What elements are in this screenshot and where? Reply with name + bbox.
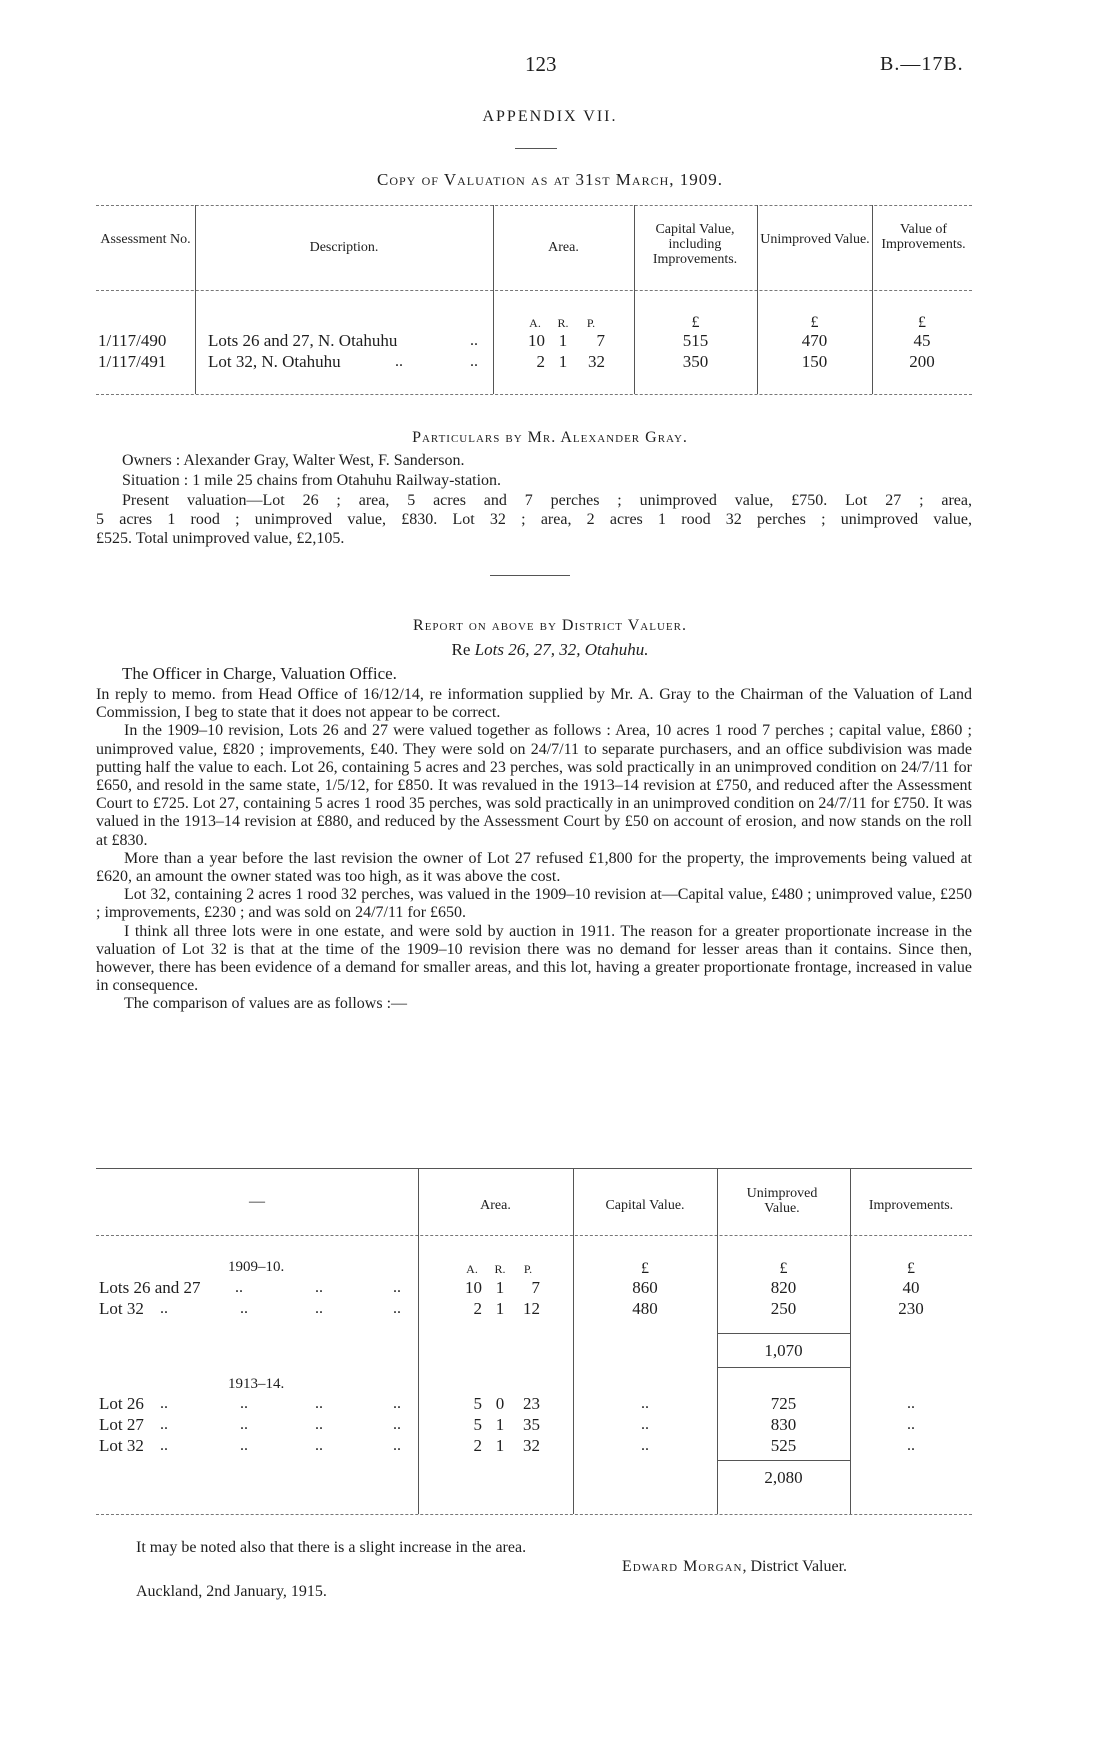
table-rule — [96, 1514, 972, 1515]
report-title: Report on above by District Valuer. — [413, 617, 687, 634]
column-header-area: Area. — [480, 1198, 511, 1213]
area-acres: 10 — [465, 1278, 482, 1297]
area-roods: 1 — [495, 1299, 505, 1318]
total-unimproved: 1,070 — [764, 1341, 803, 1360]
page-number: 123 — [525, 52, 557, 76]
leader-dots: .. — [393, 1437, 401, 1454]
leader-dots: .. — [315, 1437, 323, 1454]
report-paragraph: I think all three lots were in one estate, and were sold by auction in 1911. The reason for a greater proportionate increase in the valuation of Lot 32 is that at the time of the 1909–10 revision there was no demand for lesser areas than it contains. Since then, however, there has been evidence of a demand for smaller areas, and this lot, having a greater proportionate frontage, increased in value in consequence. — [96, 922, 972, 995]
leader-dots: .. — [235, 1279, 243, 1296]
report-paragraph: In the 1909–10 revision, Lots 26 and 27 were valued together as follows : Area, 10 acres 1 rood 7 perches ; capital value, £860 ; unimproved value, £820 ; improvements, £40. They were sold on 24/7/11 to separate purchasers, and an office subdivision was made putting half the value to each. Lot 26, containing 5 acres and 23 perches, was sold practically in an unimproved condition on 24/7/11 for £650, and resold in the same state, 1/5/12, for £850. It was revalued in the 1913–14 revision at £750, and reduced after the Assessment Court to £725. Lot 27, containing 5 acres 1 rood 35 perches, was sold practically in an unimproved condition on 24/7/11 for £750. It was valued in the 1913–14 revision at £880, and reduced by the Assessment Court by £50 on account of erosion, and now stands on the roll at £830. — [96, 722, 972, 849]
area-perches: 35 — [523, 1415, 540, 1434]
column-rule — [573, 1168, 574, 1514]
column-header-capital-value: Capital Value, including Improvements. — [652, 222, 738, 267]
leader-dots: .. — [393, 1279, 401, 1296]
table-rule — [96, 1235, 972, 1236]
leader-dots: .. — [315, 1279, 323, 1296]
divider — [515, 148, 557, 149]
present-valuation-line: £525. Total unimproved value, £2,105. — [96, 530, 345, 547]
present-valuation-line: 5 acres 1 rood ; unimproved value, £830. Lot 32 ; area, 2 acres 1 rood 32 perches ; unimproved value, — [96, 511, 972, 528]
capital-value: 350 — [682, 352, 709, 371]
document-reference: B.—17B. — [880, 53, 964, 75]
addressee: The Officer in Charge, Valuation Office. — [122, 664, 397, 683]
unit-roods: R. — [494, 1262, 506, 1276]
unimproved-value: 150 — [801, 352, 828, 371]
improvements-value: 40 — [902, 1278, 920, 1297]
unit-perches: P. — [586, 316, 596, 330]
improvements-value: 230 — [898, 1299, 924, 1318]
area-roods: 1 — [558, 331, 568, 350]
total-unimproved: 2,080 — [764, 1468, 803, 1487]
area-acres: 5 — [473, 1415, 482, 1434]
column-header-area: Area. — [548, 240, 579, 255]
place-date: Auckland, 2nd January, 1915. — [136, 1583, 327, 1600]
lot-description: Lots 26 and 27, N. Otahuhu — [208, 331, 398, 350]
column-header-unimproved-value: Unimproved Value. — [760, 232, 870, 247]
capital-value: 480 — [632, 1299, 658, 1318]
area-acres: 5 — [473, 1394, 482, 1413]
column-rule — [195, 205, 196, 394]
closing-note: It may be noted also that there is a slight increase in the area. — [136, 1539, 527, 1556]
present-valuation-line: Present valuation—Lot 26 ; area, 5 acres and 7 perches ; unimproved value, £750. Lot 27 ; area, — [122, 492, 972, 509]
total-rule — [717, 1333, 850, 1334]
signature-title: , District Valuer. — [742, 1558, 848, 1575]
unit-roods: R. — [557, 316, 569, 330]
capital-value: 515 — [682, 331, 709, 350]
divider — [490, 575, 570, 576]
report-paragraph: More than a year before the last revision the owner of Lot 27 refused £1,800 for the property, the improvements being valued at £620, an amount the owner stated was too high, as it was above the cost. — [96, 849, 972, 886]
column-header-description: Description. — [309, 240, 379, 255]
signature — [622, 1557, 847, 1576]
report-subtitle — [300, 640, 800, 660]
area-perches: 32 — [588, 352, 605, 371]
currency-symbol: £ — [918, 314, 926, 331]
improvements-value: .. — [907, 1437, 915, 1454]
column-header-improvements: Improvements. — [868, 1198, 954, 1213]
unimproved-value: 830 — [770, 1415, 797, 1434]
leader-dots: .. — [160, 1416, 168, 1433]
column-header-blank: — — [249, 1193, 265, 1210]
currency-symbol: £ — [691, 314, 700, 331]
area-roods: 1 — [495, 1436, 505, 1455]
owners-line: Owners : Alexander Gray, Walter West, F. Sanderson. — [122, 452, 465, 469]
particulars-title: Particulars by Mr. Alexander Gray. — [412, 429, 688, 446]
unimproved-value: 525 — [770, 1436, 797, 1455]
leader-dots: .. — [315, 1300, 323, 1317]
leader-dots: .. — [240, 1416, 248, 1433]
leader-dots: .. — [160, 1437, 168, 1454]
capital-value: 860 — [632, 1278, 658, 1297]
column-rule — [850, 1168, 851, 1514]
assessment-no: 1/117/491 — [98, 352, 167, 371]
area-roods: 1 — [558, 352, 568, 371]
lot-label: Lots 26 and 27 — [99, 1278, 201, 1297]
area-perches: 32 — [523, 1436, 540, 1455]
report-paragraph: In reply to memo. from Head Office of 16/12/14, re information supplied by Mr. A. Gray to the Chairman of the Valuation of Land Commission, I beg to state that it does not appear to be correct. — [96, 686, 972, 722]
leader-dots: .. — [240, 1437, 248, 1454]
leader-dots: .. — [395, 353, 403, 370]
period-label: 1913–14. — [228, 1376, 285, 1392]
area-roods: 0 — [495, 1394, 505, 1413]
leader-dots: .. — [240, 1300, 248, 1317]
capital-value: .. — [641, 1395, 649, 1412]
leader-dots: .. — [393, 1300, 401, 1317]
situation-line: Situation : 1 mile 25 chains from Otahuhu Railway-station. — [122, 472, 502, 489]
lot-label: Lot 27 — [99, 1415, 144, 1434]
leader-dots: .. — [470, 332, 478, 349]
area-acres: 2 — [473, 1436, 482, 1455]
unit-acres: A. — [466, 1262, 478, 1276]
column-header-assessment-no: Assessment No. — [100, 232, 191, 247]
table-rule — [96, 205, 972, 206]
table-rule — [96, 394, 972, 395]
unimproved-value: 470 — [801, 331, 828, 350]
leader-dots: .. — [393, 1416, 401, 1433]
leader-dots: .. — [315, 1395, 323, 1412]
currency-symbol: £ — [810, 314, 819, 331]
total-rule — [717, 1367, 850, 1368]
unit-acres: A. — [529, 316, 541, 330]
period-label: 1909–10. — [228, 1259, 285, 1275]
leader-dots: .. — [315, 1416, 323, 1433]
leader-dots: .. — [470, 353, 478, 370]
report-paragraph: Lot 32, containing 2 acres 1 rood 32 perches, was valued in the 1909–10 revision at—Capital value, £480 ; unimproved value, £250 ; improvements, £230 ; and was sold on 24/7/11 for £650. — [96, 886, 972, 922]
currency-symbol: £ — [907, 1260, 915, 1277]
improvements-value: .. — [907, 1416, 915, 1433]
leader-dots: .. — [240, 1395, 248, 1412]
column-rule — [418, 1168, 419, 1514]
column-rule — [493, 205, 494, 394]
area-perches: 7 — [531, 1278, 540, 1297]
currency-symbol: £ — [641, 1260, 649, 1277]
lot-label: Lot 26 — [99, 1394, 144, 1413]
appendix-title: APPENDIX VII. — [482, 108, 618, 125]
area-roods: 1 — [495, 1278, 505, 1297]
area-acres: 2 — [536, 352, 545, 371]
improvements-value: .. — [907, 1395, 915, 1412]
valuation-title: Copy of Valuation as at 31st March, 1909. — [376, 170, 724, 189]
area-perches: 7 — [596, 331, 605, 350]
currency-symbol: £ — [779, 1260, 788, 1277]
assessment-no: 1/117/490 — [98, 331, 167, 350]
unimproved-value: 820 — [770, 1278, 797, 1297]
table-rule — [96, 1168, 972, 1169]
leader-dots: .. — [393, 1395, 401, 1412]
improvements-value: 200 — [909, 352, 935, 371]
report-body — [96, 686, 972, 1014]
unit-perches: P. — [523, 1262, 533, 1276]
column-header-value-of-improvements: Value of Improvements. — [881, 222, 966, 252]
capital-value: .. — [641, 1437, 649, 1454]
table-rule — [96, 290, 972, 291]
report-paragraph: The comparison of values are as follows :— — [124, 995, 408, 1013]
improvements-value: 45 — [913, 331, 931, 350]
subtitle-prefix: Re — [451, 640, 471, 659]
column-header-unimproved-value: Unimproved Value. — [746, 1186, 818, 1216]
unimproved-value: 725 — [770, 1394, 797, 1413]
area-perches: 12 — [523, 1299, 540, 1318]
lot-label: Lot 32 — [99, 1299, 144, 1318]
unimproved-value: 250 — [770, 1299, 797, 1318]
subtitle-lots: Lots 26, 27, 32, Otahuhu. — [474, 640, 649, 659]
area-acres: 10 — [528, 331, 545, 350]
area-perches: 23 — [523, 1394, 540, 1413]
signature-name: Edward Morgan — [622, 1558, 743, 1575]
lot-description: Lot 32, N. Otahuhu — [208, 352, 341, 371]
capital-value: .. — [641, 1416, 649, 1433]
total-rule — [717, 1460, 850, 1461]
leader-dots: .. — [160, 1395, 168, 1412]
lot-label: Lot 32 — [99, 1436, 144, 1455]
area-acres: 2 — [473, 1299, 482, 1318]
area-roods: 1 — [495, 1415, 505, 1434]
column-header-capital-value: Capital Value. — [605, 1198, 685, 1213]
leader-dots: .. — [160, 1300, 168, 1317]
